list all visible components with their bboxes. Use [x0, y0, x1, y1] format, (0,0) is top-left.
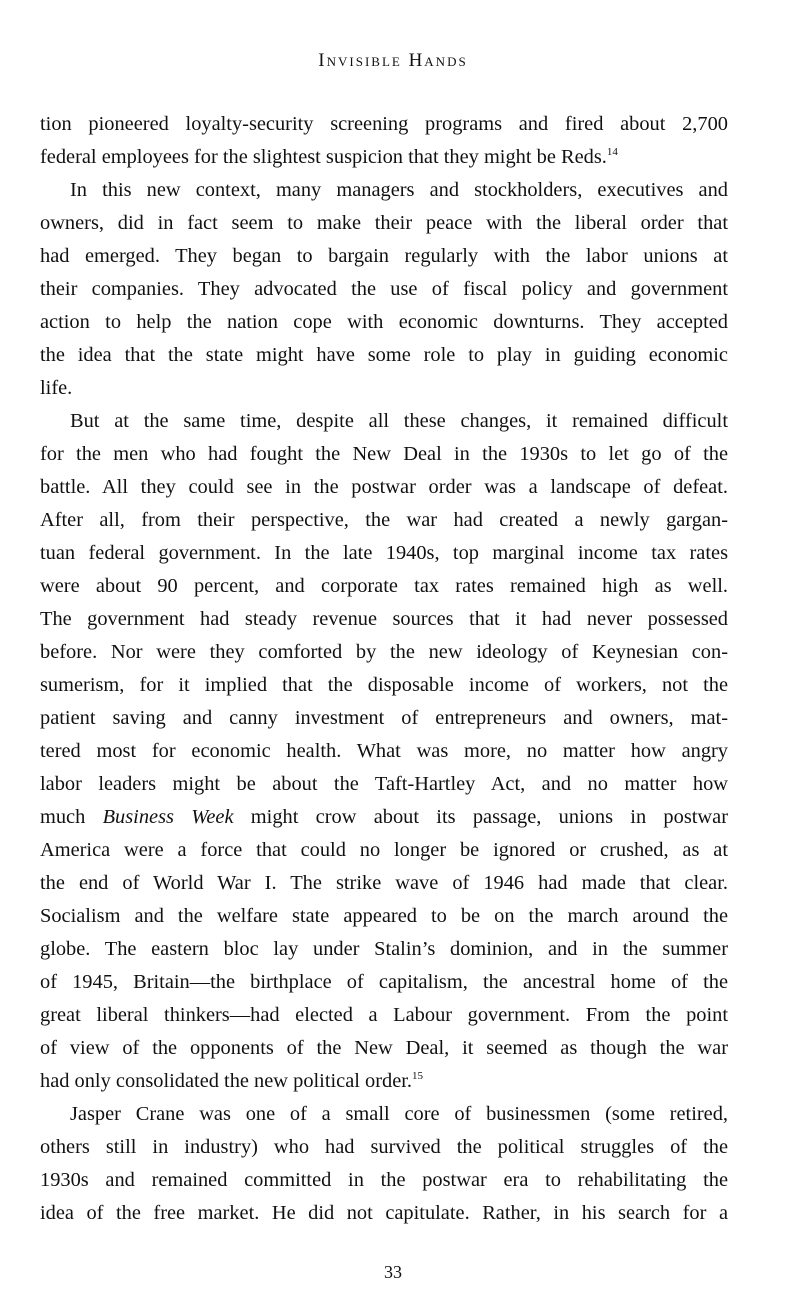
page-number: 33: [384, 1262, 402, 1282]
text-line: before. Nor were they comforted by the new ideology of Keynesian con-: [40, 641, 728, 663]
text-line: Jasper Crane was one of a small core of businessmen (some retired,: [70, 1103, 728, 1125]
text-line: action to help the nation cope with economic downturns. They accepted: [40, 311, 728, 333]
text-line: tion pioneered loyalty-security screening programs and fired about 2,700: [40, 113, 728, 135]
text-line: labor leaders might be about the Taft-Hartley Act, and no matter how: [40, 773, 728, 795]
text-line: The government had steady revenue sources that it had never possessed: [40, 608, 728, 630]
body-text: [40, 108, 728, 1230]
footnote-ref[interactable]: 15: [412, 1070, 424, 1082]
text-line: owners, did in fact seem to make their peace with the liberal order that: [40, 212, 728, 234]
paragraph: [40, 174, 728, 405]
text-line: battle. All they could see in the postwar order was a landscape of defeat.: [40, 476, 728, 498]
text-line: America were a force that could no longer be ignored or crushed, as at: [40, 839, 728, 861]
text-line: After all, from their perspective, the war had created a newly gargan-: [40, 509, 728, 531]
text-line: of view of the opponents of the New Deal, it seemed as though the war: [40, 1037, 728, 1059]
text-line: their companies. They advocated the use of fiscal policy and government: [40, 278, 728, 300]
text-line: tered most for economic health. What was more, no matter how angry: [40, 740, 728, 762]
paragraph: [40, 108, 728, 174]
italic-title: Business Week: [102, 806, 234, 828]
text-line: But at the same time, despite all these changes, it remained difficult: [70, 410, 728, 432]
text-line: sumerism, for it implied that the disposable income of workers, not the: [40, 674, 728, 696]
text-line: others still in industry) who had survived the political struggles of the: [40, 1136, 728, 1158]
text-line: idea of the free market. He did not capitulate. Rather, in his search for a: [40, 1202, 728, 1224]
text-line: Socialism and the welfare state appeared to be on the march around the: [40, 905, 728, 927]
text-line: globe. The eastern bloc lay under Stalin’s dominion, and in the summer: [40, 938, 728, 960]
paragraph: [40, 405, 728, 1098]
text-line: life.: [40, 377, 73, 399]
text-line: for the men who had fought the New Deal in the 1930s to let go of the: [40, 443, 728, 465]
text-line: In this new context, many managers and stockholders, executives and: [70, 179, 728, 201]
text-line: the idea that the state might have some role to play in guiding economic: [40, 344, 728, 366]
text-line: patient saving and canny investment of entrepreneurs and owners, mat-: [40, 707, 728, 729]
text-line: the end of World War I. The strike wave of 1946 had made that clear.: [40, 872, 728, 894]
text-line: federal employees for the slightest suspicion that they might be Reds.$^{14}$: [40, 146, 618, 168]
paragraph: [40, 1098, 728, 1230]
text-line: tuan federal government. In the late 1940s, top marginal income tax rates: [40, 542, 728, 564]
footnote-ref[interactable]: 14: [606, 146, 618, 158]
text-line: great liberal thinkers—had elected a Labour government. From the point: [40, 1004, 728, 1026]
text-line: much Business Week might crow about its passage, unions in postwar: [40, 806, 728, 828]
text-line: were about 90 percent, and corporate tax rates remained high as well.: [40, 575, 728, 597]
text-line: 1930s and remained committed in the postwar era to rehabilitating the: [40, 1169, 728, 1191]
text-line: had only consolidated the new political order.$^{15}$: [40, 1070, 424, 1092]
text-line: of 1945, Britain—the birthplace of capitalism, the ancestral home of the: [40, 971, 728, 993]
running-head: Invisible Hands: [318, 50, 468, 71]
text-line: had emerged. They began to bargain regularly with the labor unions at: [40, 245, 728, 267]
